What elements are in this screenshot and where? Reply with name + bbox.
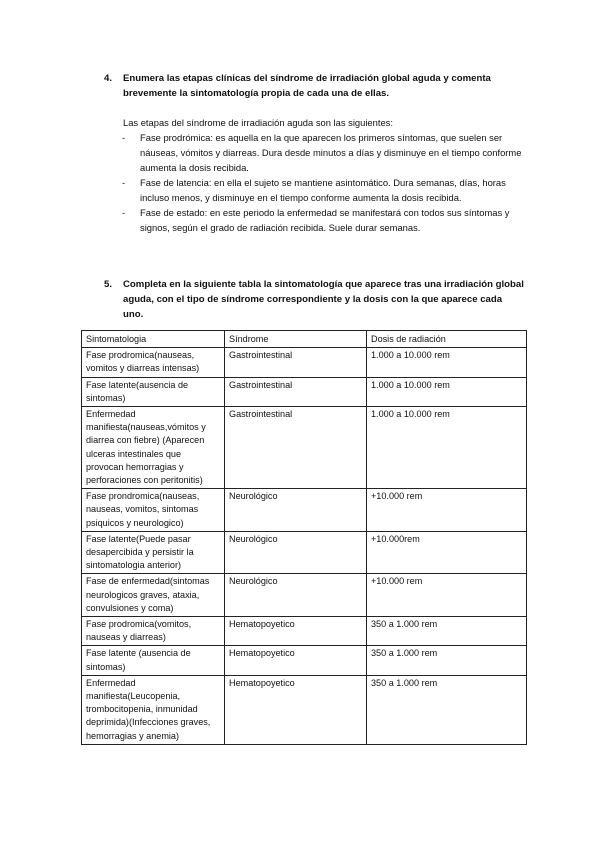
answer-4-list — [123, 130, 523, 235]
table-row — [82, 348, 527, 377]
cell-sindrome: Hematopoyetico — [225, 646, 367, 675]
table-row — [82, 407, 527, 489]
cell-sindrome: Hematopoyetico — [225, 617, 367, 646]
table-row — [82, 489, 527, 532]
cell-dosis: 1.000 a 10.000 rem — [367, 348, 527, 377]
cell-dosis: +10.000rem — [367, 531, 527, 574]
list-item-text: Fase de latencia: en ella el sujeto se mantiene asintomático. Dura semanas, días, horas incluso menos, y disminuye en el tiempo conforme aumenta la dosis recibida. — [140, 177, 506, 203]
cell-sintomatologia: Enfermedad manifiesta(nauseas,vómitos y diarrea con fiebre) (Aparecen ulceras intestinales que provocan hemorragias y perforaciones con peritonitis) — [82, 407, 225, 489]
cell-sintomatologia: Fase latente(ausencia de sintomas) — [82, 377, 225, 406]
header-sindrome: Síndrome — [225, 331, 367, 348]
question-5 — [104, 277, 524, 322]
cell-dosis: 1.000 a 10.000 rem — [367, 407, 527, 489]
cell-sindrome: Gastrointestinal — [225, 377, 367, 406]
bullet-dash: - — [122, 207, 126, 218]
answer-4-intro: Las etapas del síndrome de irradiación aguda son las siguientes: — [123, 117, 393, 128]
list-item — [123, 130, 523, 175]
table-row — [82, 646, 527, 675]
cell-sintomatologia: Fase prondromica(nauseas, nauseas, vomitos, sintomas psiquicos y neurologico) — [82, 489, 225, 532]
table-header-row — [82, 331, 527, 348]
question-5-number: 5. — [104, 279, 113, 290]
cell-dosis: 350 a 1.000 rem — [367, 675, 527, 744]
cell-sindrome: Gastrointestinal — [225, 348, 367, 377]
bullet-dash: - — [122, 132, 126, 143]
question-5-text: Completa en la siguiente tabla la sintomatología que aparece tras una irradiación global aguda, con el tipo de síndrome correspondiente y la dosis con la que aparece cada uno. — [123, 279, 524, 320]
question-4-text: Enumera las etapas clínicas del síndrome de irradiación global aguda y comenta brevemente la sintomatología propia de cada una de ellas. — [123, 73, 491, 99]
list-item-text: Fase de estado: en este periodo la enfermedad se manifestará con todos sus síntomas y signos, según el grado de radiación recibida. Suele durar semanas. — [140, 207, 510, 233]
symptoms-table — [81, 330, 527, 745]
list-item-text: Fase prodrómica: es aquella en la que aparecen los primeros síntomas, que suelen ser náuseas, vómitos y diarreas. Dura desde minutos a días y disminuye en el tiempo conforme aumenta la dosis recibida. — [140, 132, 522, 173]
cell-sintomatologia: Fase latente (ausencia de sintomas) — [82, 646, 225, 675]
cell-sintomatologia: Enfermedad manifiesta(Leucopenia, trombocitopenia, inmunidad deprimida)(Infecciones graves, hemorragias y anemia) — [82, 675, 225, 744]
cell-sintomatologia: Fase latente(Puede pasar desapercibida y persistir la sintomatologia anterior) — [82, 531, 225, 574]
cell-dosis: 350 a 1.000 rem — [367, 617, 527, 646]
question-4 — [104, 71, 524, 101]
bullet-dash: - — [122, 177, 126, 188]
table-row — [82, 617, 527, 646]
header-dosis: Dosis de radiación — [367, 331, 527, 348]
cell-sindrome: Neurológico — [225, 574, 367, 617]
cell-sindrome: Neurológico — [225, 531, 367, 574]
cell-sintomatologia: Fase prodromica(vomitos, nauseas y diarreas) — [82, 617, 225, 646]
table-row — [82, 531, 527, 574]
cell-sintomatologia: Fase de enfermedad(sintomas neurologicos graves, ataxia, convulsiones y coma) — [82, 574, 225, 617]
cell-sindrome: Gastrointestinal — [225, 407, 367, 489]
cell-dosis: +10.000 rem — [367, 489, 527, 532]
cell-dosis: +10.000 rem — [367, 574, 527, 617]
cell-dosis: 1.000 a 10.000 rem — [367, 377, 527, 406]
cell-sindrome: Hematopoyetico — [225, 675, 367, 744]
header-sintomatologia: Sintomatologia — [82, 331, 225, 348]
cell-sindrome: Neurológico — [225, 489, 367, 532]
question-4-number: 4. — [104, 73, 113, 84]
table-row — [82, 574, 527, 617]
list-item — [123, 205, 523, 235]
cell-sintomatologia: Fase prodromica(nauseas, vomitos y diarreas intensas) — [82, 348, 225, 377]
list-item — [123, 175, 523, 205]
table-row — [82, 377, 527, 406]
cell-dosis: 350 a 1.000 rem — [367, 646, 527, 675]
table-row — [82, 675, 527, 744]
